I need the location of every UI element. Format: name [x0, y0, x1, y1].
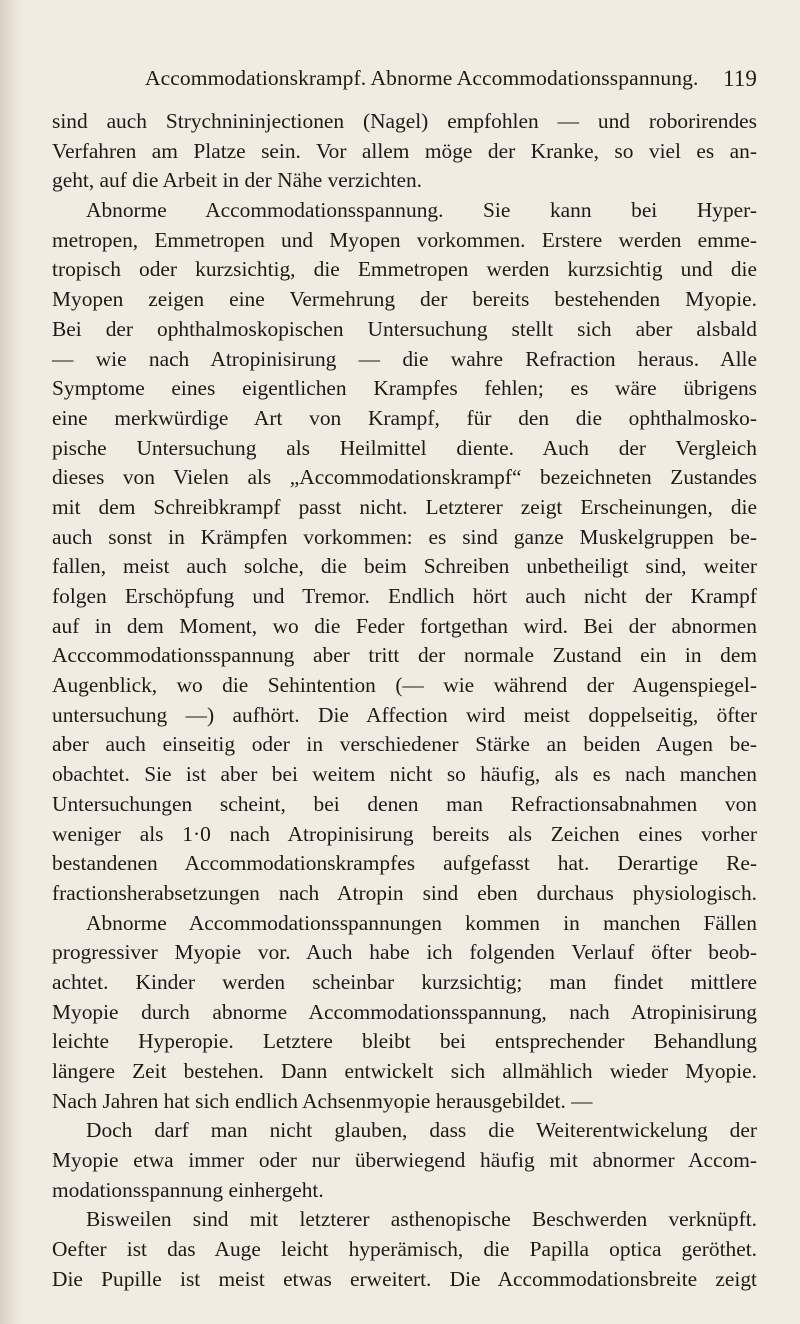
text-line: achtet. Kinder werden scheinbar kurzsichtig; man findet mittlere [52, 969, 757, 994]
text-line: leichte Hyperopie. Letztere bleibt bei entsprechender Behandlung [52, 1029, 757, 1054]
text-line: auch sonst in Krämpfen vorkommen: es sind ganze Muskelgruppen be- [52, 524, 757, 549]
text-line: fractionsherabsetzungen nach Atropin sind eben durchaus physiologisch. [52, 880, 757, 905]
text-line: Die Pupille ist meist etwas erweitert. Die Accommodationsbreite zeigt [52, 1266, 757, 1291]
text-line: Symptome eines eigentlichen Krampfes fehlen; es wäre übrigens [52, 376, 757, 401]
text-line: Nach Jahren hat sich endlich Achsenmyopie herausgebildet. — [52, 1088, 593, 1113]
page-binding-edge [0, 0, 22, 1324]
text-line: mit dem Schreibkrampf passt nicht. Letzterer zeigt Erscheinungen, die [52, 494, 757, 519]
text-line: Myopie etwa immer oder nur überwiegend häufig mit abnormer Accom- [52, 1148, 757, 1173]
text-line: — wie nach Atropinisirung — die wahre Refraction heraus. Alle [52, 346, 757, 371]
text-line: bestandenen Accommodationskrampfes aufgefasst hat. Derartige Re- [52, 851, 757, 876]
text-line: Abnorme Accommodationsspannungen kommen in manchen Fällen [86, 910, 757, 935]
text-line: Oefter ist das Auge leicht hyperämisch, die Papilla optica geröthet. [52, 1237, 757, 1262]
text-line: weniger als 1·0 nach Atropinisirung bereits als Zeichen eines vorher [52, 821, 757, 846]
running-title: Accommodationskrampf. Abnorme Accommodationsspannung. [145, 66, 699, 90]
text-line: Bisweilen sind mit letzterer asthenopische Beschwerden verknüpft. [86, 1207, 757, 1232]
text-line: metropen, Emmetropen und Myopen vorkommen. Erstere werden emme- [52, 227, 757, 252]
text-line: tropisch oder kurzsichtig, die Emmetropen werden kurzsichtig und die [52, 257, 757, 282]
text-line: dieses von Vielen als „Accommodationskrampf“ bezeichneten Zustandes [52, 465, 757, 490]
text-line: Acccommodationsspannung aber tritt der normale Zustand ein in dem [52, 643, 757, 668]
text-line: Myopen zeigen eine Vermehrung der bereits bestehenden Myopie. [52, 287, 757, 312]
text-line: folgen Erschöpfung und Tremor. Endlich hört auch nicht der Krampf [52, 584, 757, 608]
text-line: sind auch Strychnininjectionen (Nagel) empfohlen — und roborirendes [52, 109, 757, 133]
page-number: 119 [723, 66, 757, 91]
text-line: modationsspannung einhergeht. [52, 1177, 324, 1202]
text-line: Untersuchungen scheint, bei denen man Refractionsabnahmen von [52, 791, 757, 816]
text-line: untersuchung —) aufhört. Die Affection wird meist doppelseitig, öfter [52, 702, 757, 727]
text-line: Bei der ophthalmoskopischen Untersuchung stellt sich aber alsbald [52, 316, 757, 341]
text-line: Doch darf man nicht glauben, dass die Weiterentwickelung der [86, 1118, 757, 1143]
text-line: eine merkwürdige Art von Krampf, für den die ophthalmosko- [52, 405, 757, 430]
text-line: Verfahren am Platze sein. Vor allem möge der Kranke, so viel es an- [52, 138, 757, 163]
page-header [145, 66, 757, 98]
section-heading-line: Abnorme Accommodationsspannung. Sie kann bei Hyper- [86, 198, 757, 223]
text-line: obachtet. Sie ist aber bei weitem nicht so häufig, als es nach manchen [52, 762, 757, 787]
text-line: fallen, meist auch solche, die beim Schreiben unbetheiligt sind, weiter [52, 554, 757, 579]
text-line: Augenblick, wo die Sehintention (— wie während der Augenspiegel- [52, 673, 757, 698]
text-line: Myopie durch abnorme Accommodationsspannung, nach Atropinisirung [52, 999, 757, 1024]
text-line: progressiver Myopie vor. Auch habe ich folgenden Verlauf öfter beob- [52, 940, 757, 965]
text-line: aber auch einseitig oder in verschiedener Stärke an beiden Augen be- [52, 732, 757, 757]
body-text [52, 107, 757, 1295]
text-line: längere Zeit bestehen. Dann entwickelt sich allmählich wieder Myopie. [52, 1059, 757, 1083]
text-line: geht, auf die Arbeit in der Nähe verzichten. [52, 168, 423, 193]
text-line: pische Untersuchung als Heilmittel diente. Auch der Vergleich [52, 435, 757, 460]
text-line: auf in dem Moment, wo die Feder fortgethan wird. Bei der abnormen [52, 613, 757, 638]
